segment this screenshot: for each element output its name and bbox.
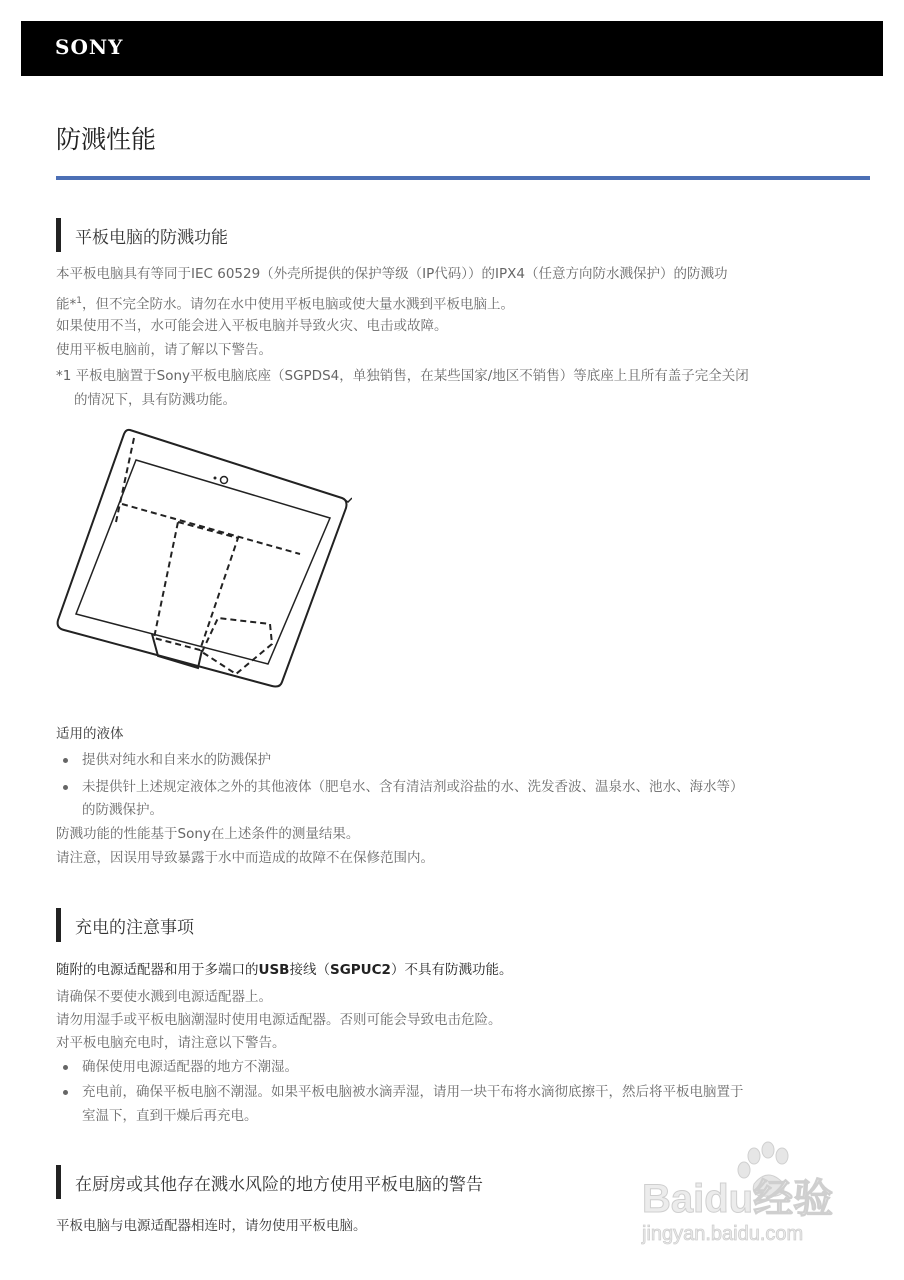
- watermark-brand: Baidu经验: [642, 1177, 834, 1221]
- intro-text-pre: 能*: [56, 296, 77, 313]
- section-marker: [56, 908, 61, 942]
- section-heading-text: 在厨房或其他存在溅水风险的地方使用平板电脑的警告: [75, 1175, 483, 1195]
- sensor-dot: [214, 477, 217, 480]
- section-marker: [56, 218, 61, 252]
- intro-paragraph-line1: 本平板电脑具有等同于IEC 60529（外壳所提供的保护等级（IP代码））的IPX4（任意方向防水溅保护）的防溅功: [56, 266, 728, 282]
- bullet-dot: [63, 758, 68, 763]
- tablet-body-outline: [58, 430, 347, 687]
- header-bar: [21, 21, 883, 76]
- bullet-dot: [63, 1065, 68, 1070]
- charging-paragraph-2: 请勿用湿手或平板电脑潮湿时使用电源适配器。否则可能会导致电击危险。: [56, 1012, 502, 1028]
- dashed-line-upper: [122, 504, 300, 554]
- dashed-stand-outline: [154, 522, 238, 650]
- paragraph-read-warnings: 使用平板电脑前，请了解以下警告。: [56, 342, 272, 358]
- bold-note-post: ）不具有防溅功能。: [390, 962, 513, 978]
- charging-bullet-1: 确保使用电源适配器的地方不潮湿。: [82, 1059, 298, 1075]
- title-divider: [56, 176, 870, 180]
- camera-icon: [221, 477, 228, 484]
- section-heading-text: 充电的注意事项: [75, 918, 194, 938]
- bold-model: SGPUC2: [329, 962, 391, 978]
- charging-bullet-2-line2: 室温下，直到干燥后再充电。: [82, 1108, 258, 1124]
- watermark-url: jingyan.baidu.com: [642, 1223, 804, 1245]
- paragraph-misuse: 如果使用不当，水可能会进入平板电脑并导致火灾、电击或故障。: [56, 318, 448, 334]
- section-heading-text: 平板电脑的防溅功能: [75, 228, 228, 248]
- tablet-screen-outline: [76, 460, 330, 664]
- paragraph-measurement: 防溅功能的性能基于Sony在上述条件的测量结果。: [56, 826, 360, 842]
- intro-paragraph-line2: [56, 289, 870, 317]
- section-marker: [56, 1165, 61, 1199]
- footnote-ref: 1: [76, 296, 82, 306]
- paragraph-warranty: 请注意，因误用导致暴露于水中而造成的故障不在保修范围内。: [56, 850, 434, 866]
- kitchen-paragraph: 平板电脑与电源适配器相连时，请勿使用平板电脑。: [56, 1218, 367, 1234]
- charging-paragraph-1: 请确保不要使水溅到电源适配器上。: [56, 989, 272, 1005]
- charging-bold-note: [56, 958, 870, 982]
- charging-paragraph-3: 对平板电脑充电时，请注意以下警告。: [56, 1035, 286, 1051]
- page-title: 防溅性能: [56, 125, 157, 154]
- liquids-heading: 适用的液体: [56, 726, 124, 742]
- intro-text-post: ，但不完全防水。请勿在水中使用平板电脑或使大量水溅到平板电脑上。: [81, 296, 514, 313]
- bold-usb: USB: [258, 962, 290, 978]
- sony-logo: SONY: [55, 35, 124, 59]
- tablet-splash-illustration: [52, 424, 352, 690]
- bullet-dot: [63, 1090, 68, 1095]
- bullet-dot: [63, 785, 68, 790]
- footnote-line1: *1 平板电脑置于Sony平板电脑底座（SGPDS4，单独销售，在某些国家/地区不销售）等底座上且所有盖子完全关闭: [56, 368, 749, 384]
- dashed-base-outline: [202, 618, 272, 674]
- bullet-pure-water: 提供对纯水和自来水的防溅保护: [82, 752, 271, 768]
- bullet-other-liquids-line1: 未提供针上述规定液体之外的其他液体（肥皂水、含有清洁剂或浴盐的水、洗发香波、温泉水、池水、海水等）: [82, 779, 744, 795]
- bullet-other-liquids-line2: 的防溅保护。: [82, 802, 163, 818]
- baidu-watermark: [636, 1140, 876, 1250]
- bold-note-mid: 接线（: [289, 962, 330, 978]
- bold-note-pre: 随附的电源适配器和用于多端口的: [56, 962, 259, 978]
- footnote-line2: 的情况下，具有防溅功能。: [74, 392, 236, 408]
- charging-bullet-2-line1: 充电前，确保平板电脑不潮湿。如果平板电脑被水滴弄湿，请用一块干布将水滴彻底擦干，然后将平板电脑置于: [82, 1084, 744, 1100]
